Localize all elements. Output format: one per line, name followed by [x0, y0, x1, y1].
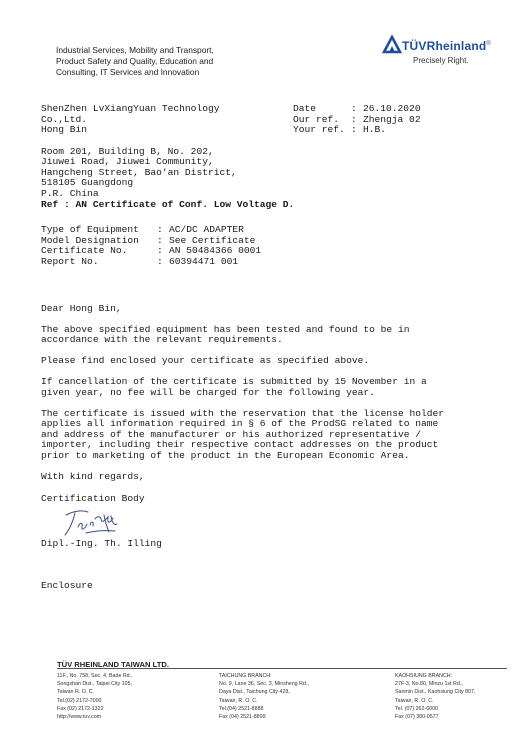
- footer-line: Tel. (07) 262-6000: [395, 705, 438, 712]
- recipient-contact: Hong Bin: [41, 124, 88, 135]
- logo-wordmark: TÜVRheinland®: [402, 39, 491, 53]
- date-value: 26.10.2020: [363, 103, 421, 114]
- footer-line: Sanmin Dist., Kaohsiung City 807,: [395, 689, 476, 696]
- footer-line: Tel.(02) 2172-7000: [57, 697, 102, 704]
- footer-line: Fax (02) 2172-1322: [57, 705, 104, 712]
- subject-line: Ref : AN Certificate of Conf. Low Voltage D.: [41, 198, 295, 210]
- report-number-value: 60394471 001: [169, 255, 239, 267]
- paragraph-line: accordance with the relevant requirements.: [41, 334, 283, 345]
- detail-separator: :: [157, 255, 163, 267]
- footer-line: Taiwan R. O. C.: [57, 689, 95, 696]
- footer-line: Daya Dist., Taichung City 428,: [219, 689, 290, 696]
- enclosure-note: Enclosure: [41, 579, 93, 591]
- paragraph-line: and address of the manufacturer or his authorized representative /: [41, 428, 421, 440]
- logo-tagline: Precisely Right.: [413, 56, 469, 65]
- meta-separator: :: [351, 113, 357, 125]
- detail-separator: :: [157, 234, 163, 246]
- detail-label: Report No.: [41, 255, 99, 267]
- footer-address-taichung: [219, 672, 309, 721]
- paragraph-line: The certificate is issued with the reservation that the license holder: [41, 407, 445, 419]
- our-ref-value: Zhengja 02: [363, 113, 421, 125]
- signatory-org: Certification Body: [41, 493, 145, 504]
- paragraph-line: given year, no fee will be charged for the following year.: [41, 386, 375, 398]
- address-line: 518105 Guangdong: [41, 177, 134, 188]
- meta-separator: :: [351, 103, 357, 114]
- detail-label: Type of Equipment: [41, 224, 139, 235]
- detail-separator: :: [157, 224, 163, 235]
- footer-company: TÜV RHEINLAND TAIWAN LTD.: [57, 660, 169, 669]
- salutation: Dear Hong Bin,: [41, 303, 122, 314]
- footer-line: 11F., No. 758, Sec. 4, Bade Rd.,: [57, 673, 133, 679]
- type-of-equipment-value: AC/DC ADAPTER: [169, 224, 244, 235]
- footer-line: Fax (04) 2521-8899: [219, 713, 266, 720]
- footer-line: http://www.tuv.com: [57, 713, 102, 720]
- closing: With kind regards,: [41, 471, 145, 482]
- paragraph-line: Please find enclosed your certificate as specified above.: [41, 355, 370, 366]
- services-tagline: [56, 45, 214, 78]
- your-ref-label: Your ref.: [293, 124, 345, 135]
- paragraph-line: applies all information required in § 6 of the ProdSG related to name: [41, 418, 439, 429]
- signatory-name: Dipl.-Ing. Th. Illing: [41, 537, 162, 549]
- footer-address-taipei: [57, 672, 133, 721]
- services-line: Product Safety and Quality, Education and: [56, 56, 214, 66]
- recipient-company: Co.,Ltd.: [41, 113, 88, 125]
- address-line: Room 201, Building B, No. 202,: [41, 145, 214, 157]
- address-line: Jiuwei Road, Jiuwei Community,: [41, 156, 214, 167]
- footer-line: Taiwan, R. O. C.: [395, 697, 434, 704]
- footer-line: Tel.(04) 2521-8888: [219, 705, 264, 712]
- paragraph-line: If cancellation of the certificate is submitted by 15 November in a: [41, 376, 427, 387]
- address-line: Hangcheng Street, Bao'an District,: [41, 166, 237, 178]
- footer-line: No. 9, Lane 36, Sec. 3, Minsheng Rd.,: [219, 681, 309, 688]
- recipient-company: ShenZhen LvXiangYuan Technology: [41, 103, 220, 114]
- footer-line: Songshan Dist., Taipei City 105,: [57, 681, 132, 688]
- date-label: Date: [293, 103, 317, 114]
- paragraph-line: The above specified equipment has been tested and found to be in: [41, 323, 410, 335]
- footer-address-kaohsiung: [395, 672, 475, 721]
- services-line: Consulting, IT Services and Innovation: [56, 67, 200, 77]
- footer-line: TAICHUNG BRANCH:: [219, 673, 272, 679]
- detail-separator: :: [157, 245, 163, 256]
- model-designation-value: See Certificate: [169, 234, 256, 246]
- detail-label: Certificate No.: [41, 245, 128, 256]
- footer-line: KAOHSIUNG BRANCH:: [395, 673, 453, 679]
- paragraph-line: prior to marketing of the product in the European Economic Area.: [41, 449, 410, 461]
- meta-separator: :: [351, 124, 357, 135]
- our-ref-label: Our ref.: [293, 113, 340, 125]
- paragraph-line: importer, including their respective contact addresses on the product: [41, 439, 439, 450]
- your-ref-value: H.B.: [363, 124, 387, 135]
- footer-divider: [57, 668, 507, 669]
- address-line: P.R. China: [41, 187, 99, 199]
- services-line: Industrial Services, Mobility and Transport,: [56, 45, 214, 55]
- detail-label: Model Designation: [41, 234, 139, 246]
- footer-line: 27F-3, No.80, Minzu 1st Rd.,: [395, 681, 463, 688]
- footer-line: Fax (07) 380-0577: [395, 713, 439, 720]
- certificate-number-value: AN 50484366 0001: [169, 245, 262, 256]
- handwritten-signature: [60, 507, 122, 539]
- footer-line: Taiwan, R. O. C.: [219, 697, 258, 704]
